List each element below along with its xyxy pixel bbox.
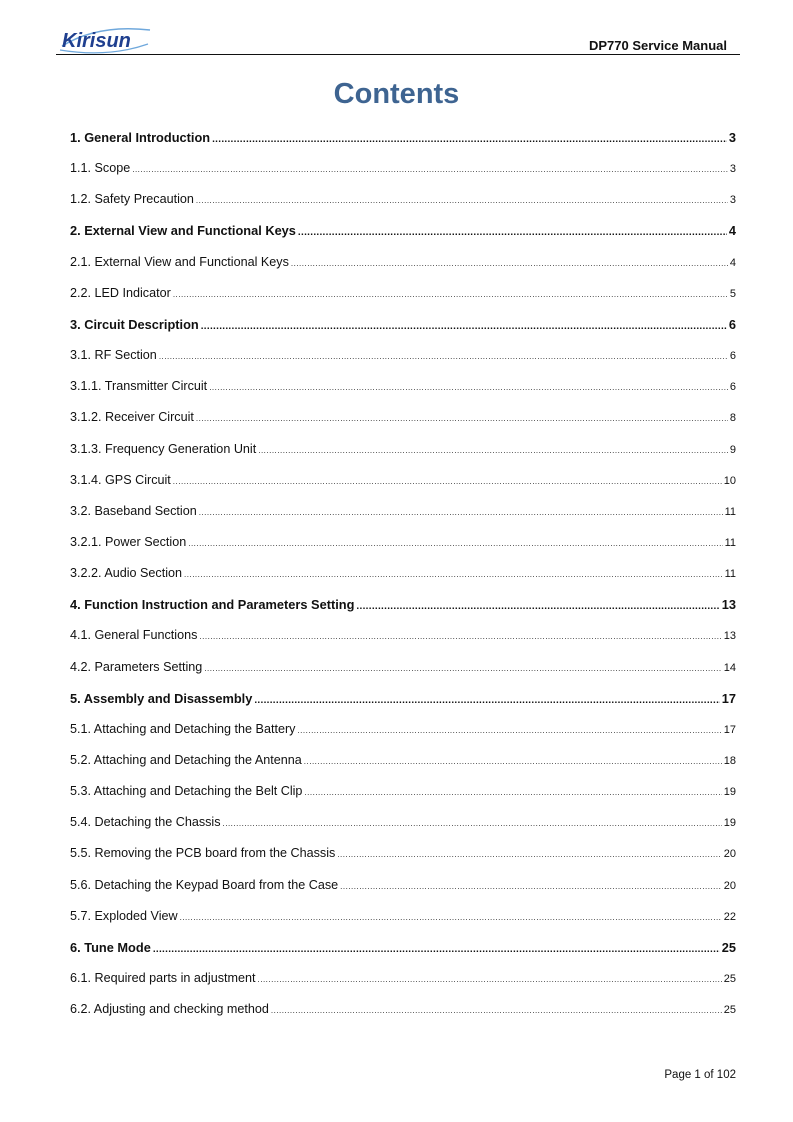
toc-entry-page: 6 — [728, 316, 736, 332]
toc-entry-page: 13 — [723, 630, 736, 643]
toc-entry-page: 20 — [723, 879, 736, 892]
toc-entry[interactable] — [70, 286, 736, 300]
dot-leader — [337, 850, 721, 859]
toc-entry-page: 25 — [721, 939, 736, 955]
toc-entry[interactable] — [70, 1002, 736, 1016]
header-divider — [56, 54, 740, 55]
toc-entry-page: 22 — [723, 910, 736, 923]
toc-entry[interactable] — [70, 535, 736, 549]
toc-entry[interactable] — [70, 878, 736, 892]
page-title: Contents — [333, 78, 460, 110]
toc-entry[interactable] — [70, 442, 736, 456]
toc-entry-label: 6.2. Adjusting and checking method — [70, 1002, 269, 1017]
toc-entry-page: 17 — [721, 690, 736, 706]
toc-entry-label: 5.5. Removing the PCB board from the Chassis — [70, 846, 336, 861]
dot-leader — [304, 757, 722, 766]
toc-entry[interactable] — [70, 815, 736, 829]
toc-entry-page: 25 — [723, 1004, 736, 1017]
toc-entry-page: 4 — [728, 223, 736, 239]
toc-entry-label: 3.1. RF Section — [70, 348, 157, 363]
toc-entry-label: 3.2.1. Power Section — [70, 534, 187, 549]
toc-entry[interactable] — [70, 628, 736, 642]
toc-entry-label: 2. External View and Functional Keys — [70, 223, 296, 239]
toc-entry-page: 19 — [723, 817, 736, 830]
toc-entry-label: 3. Circuit Description — [70, 316, 199, 332]
toc-entry-page: 3 — [728, 130, 736, 145]
toc-entry-page: 3 — [729, 163, 736, 176]
toc-entry-page: 20 — [723, 848, 736, 861]
svg-text:Kirisun: Kirisun — [62, 30, 131, 52]
toc-entry-label: 3.1.4. GPS Circuit — [70, 472, 171, 487]
dot-leader — [199, 508, 723, 517]
toc-entry-page: 4 — [729, 256, 736, 269]
dot-leader — [159, 352, 728, 361]
toc-entry[interactable] — [70, 971, 736, 985]
toc-entry[interactable] — [70, 909, 736, 923]
toc-entry-label: 4. Function Instruction and Parameters Setting — [70, 597, 355, 613]
kirisun-logo — [58, 24, 153, 54]
dot-leader — [201, 321, 727, 332]
dot-leader — [132, 165, 728, 174]
toc-entry[interactable] — [70, 161, 736, 175]
dot-leader — [196, 414, 728, 423]
toc-entry-page: 6 — [729, 381, 736, 394]
toc-entry[interactable] — [70, 940, 736, 955]
toc-entry-label: 5.3. Attaching and Detaching the Belt Clip — [70, 784, 303, 799]
dot-leader — [223, 819, 722, 828]
toc-entry-page: 13 — [721, 597, 736, 613]
toc-entry-page: 14 — [723, 661, 736, 674]
toc-entry-page: 9 — [729, 443, 736, 456]
toc-entry-page: 17 — [723, 723, 736, 736]
toc-entry-label: 3.1.2. Receiver Circuit — [70, 410, 194, 425]
toc-entry-label: 1.1. Scope — [70, 161, 131, 176]
toc-entry-label: 5.6. Detaching the Keypad Board from the Case — [70, 877, 339, 892]
dot-leader — [258, 446, 728, 455]
toc-entry[interactable] — [70, 130, 736, 145]
dot-leader — [184, 570, 723, 579]
toc-entry-label: 2.1. External View and Functional Keys — [70, 254, 289, 269]
toc-entry-label: 3.2. Baseband Section — [70, 503, 197, 518]
toc-entry[interactable] — [70, 722, 736, 736]
toc-entry-page: 5 — [729, 287, 736, 300]
toc-entry-page: 3 — [729, 194, 736, 207]
toc-entry-label: 6. Tune Mode — [70, 939, 151, 955]
toc-entry[interactable] — [70, 255, 736, 269]
toc-entry-label: 5.7. Exploded View — [70, 908, 178, 923]
dot-leader — [173, 477, 722, 486]
toc-entry-label: 4.1. General Functions — [70, 628, 198, 643]
dot-leader — [212, 134, 727, 145]
toc-entry-page: 10 — [723, 474, 736, 487]
page-number: Page 1 of 102 — [664, 1069, 736, 1081]
toc-entry-label: 1.2. Safety Precaution — [70, 192, 194, 207]
dot-leader — [188, 539, 722, 548]
toc-entry[interactable] — [70, 223, 736, 238]
dot-leader — [291, 259, 728, 268]
toc-entry[interactable] — [70, 410, 736, 424]
toc-entry-label: 4.2. Parameters Setting — [70, 659, 203, 674]
document-title: DP770 Service Manual — [588, 38, 727, 53]
toc-entry[interactable] — [70, 473, 736, 487]
toc-entry[interactable] — [70, 753, 736, 767]
dot-leader — [356, 601, 719, 612]
toc-entry[interactable] — [70, 691, 736, 706]
toc-entry-label: 3.1.3. Frequency Generation Unit — [70, 441, 257, 456]
toc-entry-label: 5.4. Detaching the Chassis — [70, 815, 221, 830]
dot-leader — [298, 227, 727, 238]
dot-leader — [297, 726, 721, 735]
dot-leader — [254, 695, 719, 706]
toc-entry[interactable] — [70, 846, 736, 860]
toc-entry-page: 11 — [724, 505, 736, 518]
dot-leader — [258, 975, 722, 984]
toc-entry[interactable] — [70, 597, 736, 612]
toc-entry-page: 11 — [724, 568, 736, 581]
dot-leader — [304, 788, 721, 797]
toc-entry-page: 6 — [729, 350, 736, 363]
toc-entry[interactable] — [70, 660, 736, 674]
toc-entry[interactable] — [70, 784, 736, 798]
toc-entry-page: 18 — [723, 755, 736, 767]
toc-entry-page: 11 — [724, 536, 736, 549]
dot-leader — [180, 913, 722, 922]
toc-entry-page: 19 — [723, 786, 736, 799]
toc-entry[interactable] — [70, 566, 736, 580]
toc-entry-label: 5.2. Attaching and Detaching the Antenna — [70, 753, 302, 767]
dot-leader — [196, 196, 728, 205]
dot-leader — [204, 664, 721, 673]
toc-entry[interactable] — [70, 317, 736, 332]
toc-entry-label: 3.1.1. Transmitter Circuit — [70, 379, 208, 394]
toc-entry-label: 5. Assembly and Disassembly — [70, 690, 253, 706]
toc-entry[interactable] — [70, 348, 736, 362]
dot-leader — [271, 1006, 722, 1015]
dot-leader — [340, 882, 722, 891]
toc-entry[interactable] — [70, 504, 736, 518]
toc-entry-label: 3.2.2. Audio Section — [70, 566, 183, 581]
dot-leader — [153, 944, 720, 955]
dot-leader — [199, 632, 721, 641]
toc-entry[interactable] — [70, 192, 736, 206]
toc-entry-label: 1. General Introduction — [70, 130, 211, 145]
toc-entry-label: 6.1. Required parts in adjustment — [70, 971, 256, 986]
toc-entry-page: 25 — [723, 973, 736, 986]
dot-leader — [173, 290, 728, 299]
dot-leader — [209, 383, 728, 392]
toc-entry-label: 2.2. LED Indicator — [70, 285, 171, 300]
toc-entry-label: 5.1. Attaching and Detaching the Battery — [70, 721, 296, 736]
toc-entry-page: 8 — [729, 412, 736, 425]
toc-entry[interactable] — [70, 379, 736, 393]
